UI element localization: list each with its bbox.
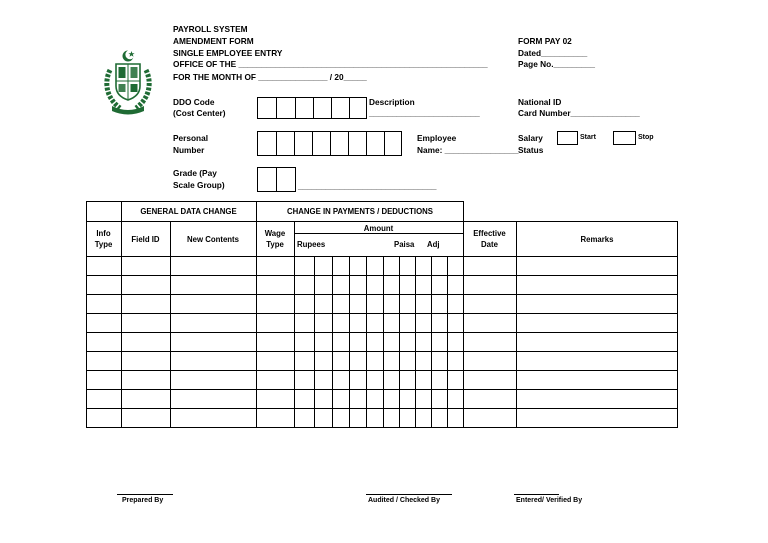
table-row[interactable] <box>86 294 678 295</box>
effective-date-header: Effective Date <box>473 229 506 249</box>
stop-label: Stop <box>638 134 654 141</box>
start-checkbox[interactable] <box>557 131 578 145</box>
national-id-label: National ID <box>518 97 562 107</box>
table-row[interactable] <box>86 370 678 371</box>
grade-boxes[interactable] <box>257 167 296 192</box>
grade-label: Grade (Pay <box>173 168 217 178</box>
table-row[interactable] <box>86 408 678 409</box>
system-title: PAYROLL SYSTEM <box>173 24 248 34</box>
table-body <box>86 221 678 428</box>
ddo-code-boxes[interactable] <box>257 97 367 119</box>
description-field[interactable]: ________________________ <box>369 108 480 118</box>
prepared-by-signature-line <box>117 494 173 495</box>
entered-by-signature-line <box>514 494 559 495</box>
prepared-by-label: Prepared By <box>122 497 164 504</box>
table-row[interactable] <box>86 313 678 314</box>
employee-label: Employee <box>417 133 457 143</box>
entry-type: SINGLE EMPLOYEE ENTRY <box>173 48 283 58</box>
number-label: Number <box>173 145 205 155</box>
salary-label: Salary <box>518 133 543 143</box>
dated-field[interactable]: Dated__________ <box>518 48 588 58</box>
paisa-header: Paisa <box>394 240 415 249</box>
audited-by-signature-line <box>366 494 452 495</box>
info-type-header: Info Type <box>94 229 113 249</box>
state-emblem-icon <box>100 48 156 116</box>
rupees-header: Rupees <box>297 240 326 249</box>
payments-deductions-header: CHANGE IN PAYMENTS / DEDUCTIONS <box>287 207 433 216</box>
table-row[interactable] <box>86 332 678 333</box>
personal-number-boxes[interactable] <box>257 131 402 156</box>
table-row[interactable] <box>86 389 678 390</box>
page-no-field[interactable]: Page No._________ <box>518 59 596 69</box>
employee-name-field[interactable]: Name: ________________ <box>417 145 519 155</box>
form-code: FORM PAY 02 <box>518 36 572 46</box>
ddo-code-label: DDO Code <box>173 97 215 107</box>
amount-header: Amount <box>363 224 394 233</box>
table-row[interactable] <box>86 351 678 352</box>
month-field[interactable]: FOR THE MONTH OF _______________ / 20_____ <box>173 72 367 82</box>
entered-by-label: Entered/ Verified By <box>516 497 583 504</box>
stop-checkbox[interactable] <box>613 131 636 145</box>
wage-type-header: Wage Type <box>264 229 286 249</box>
description-label: Description <box>369 97 415 107</box>
field-id-header: Field ID <box>131 235 160 244</box>
form-title: AMENDMENT FORM <box>173 36 254 46</box>
personal-label: Personal <box>173 133 209 143</box>
cost-center-label: (Cost Center) <box>173 108 226 118</box>
general-data-change-header: GENERAL DATA CHANGE <box>140 207 237 216</box>
table-row[interactable] <box>86 275 678 276</box>
new-contents-header: New Contents <box>187 235 239 244</box>
office-of-field[interactable]: OFFICE OF THE ______________________________________________________ <box>173 59 488 69</box>
table-row[interactable] <box>86 256 678 257</box>
audited-by-label: Audited / Checked By <box>368 497 440 504</box>
status-label: Status <box>518 145 544 155</box>
start-label: Start <box>580 134 596 141</box>
remarks-header: Remarks <box>580 235 614 244</box>
scale-group-label: Scale Group) <box>173 180 225 190</box>
card-number-field[interactable]: Card Number_______________ <box>518 108 640 118</box>
adj-header: Adj <box>427 240 440 249</box>
grade-description-field[interactable]: ______________________________ <box>298 181 437 191</box>
